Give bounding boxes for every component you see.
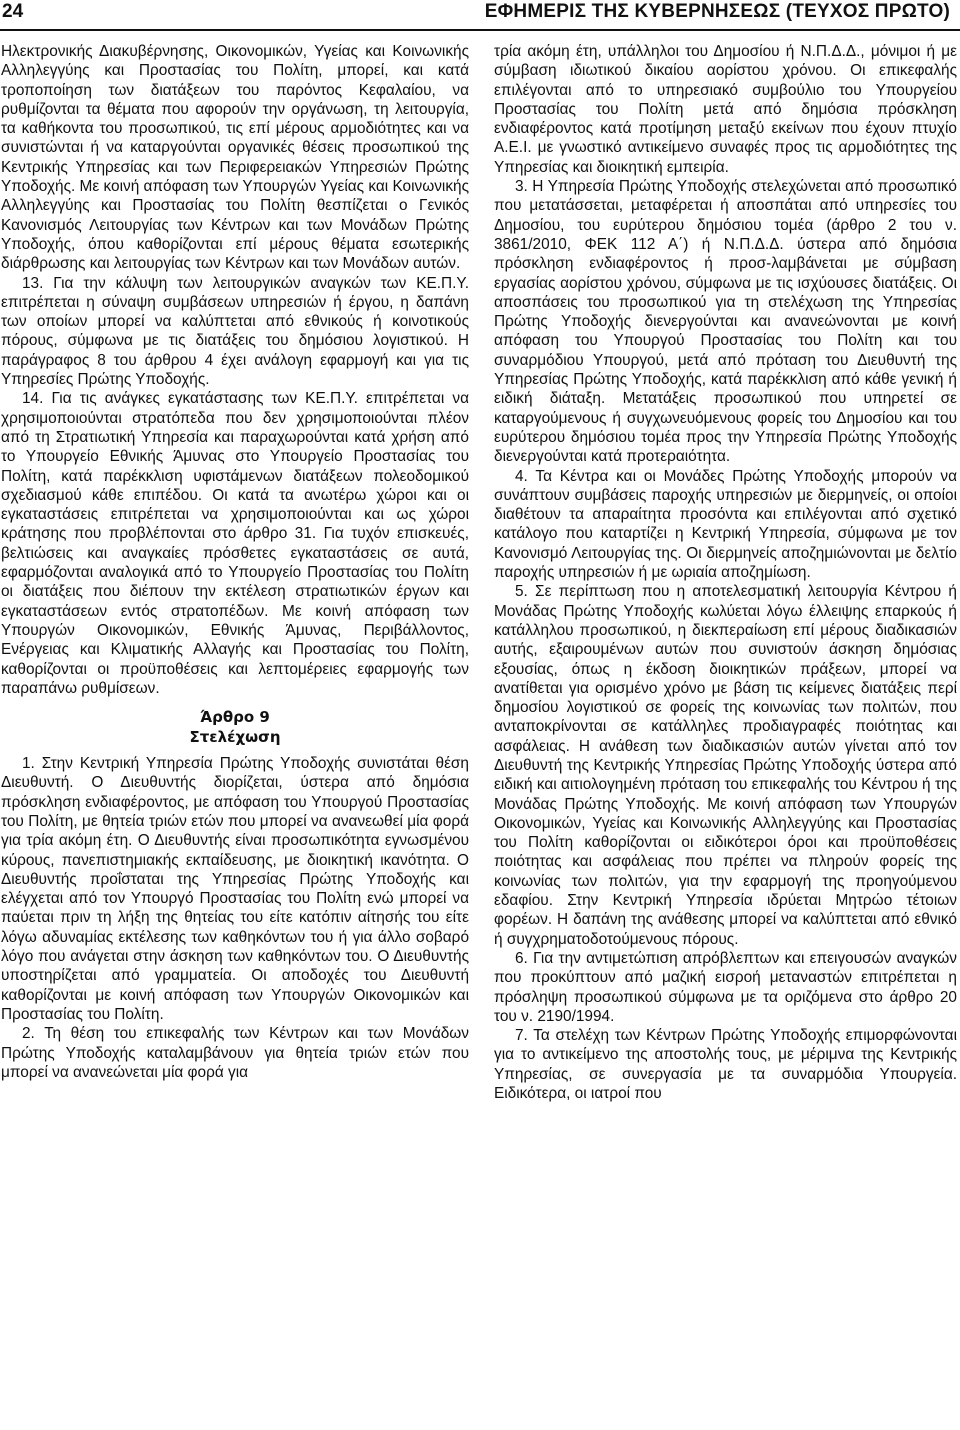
paragraph: 7. Τα στελέχη των Κέντρων Πρώτης Υποδοχής επιμορφώνονται για το αντικείμενο της αποστολής τους, με μέριμνα της Κεντρικής Υπηρεσίας, σε συνεργασία με τα συναρμόδια Υπουργεία. Ειδικότερα, οι ιατροί που (494, 1027, 957, 1103)
left-column (1, 42, 469, 1082)
article-subheading: Στελέχωση (189, 728, 281, 747)
paragraph: 13. Για την κάλυψη των λειτουργικών αναγκών των ΚΕ.Π.Υ. επιτρέπεται η σύναψη συμβάσεων υπηρεσιών ή έργου, η δαπάνη των οποίων μπορεί να καλύπτεται από εθνικούς ή κοινοτικούς πόρους, σύμφωνα με τις διατάξεις του δημόσιου λογιστικού. Η παράγραφος 8 του άρθρου 4 έχει ανάλογη εφαρμογή και για τις Υπηρεσίες Πρώτης Υποδοχής. (1, 274, 469, 389)
paragraph: τρία ακόμη έτη, υπάλληλοι του Δημοσίου ή Ν.Π.Δ.Δ., μόνιμοι ή με σύμβαση ιδιωτικού δικαίου αορίστου χρόνου. Οι επικεφαλής επιλέγονται από το υπηρεσιακό συμβούλιο του Υπουργείου Προστασίας του Πολίτη μετά από δημόσια πρόσκληση ενδιαφέροντος κατά προτίμηση μεταξύ εκείνων που έχουν πτυχίο Α.Ε.Ι. με γνωστικό αντικείμενο συναφές προς τις αρμοδιότητες της Υπηρεσίας και διοικητική εμπειρία. (494, 43, 957, 176)
paragraph: 6. Για την αντιμετώπιση απρόβλεπτων και επειγουσών αναγκών που προκύπτουν από μαζική εισροή μεταναστών επιτρέπεται η πρόσληψη προσωπικού σύμφωνα με τα οριζόμενα στο άρθρο 20 του ν. 2190/1994. (494, 949, 957, 1025)
paragraph: 5. Σε περίπτωση που η αποτελεσματική λειτουργία Κέντρου ή Μονάδας Πρώτης Υποδοχής κωλύεται λόγω έλλειψης επαρκούς ή κατάλληλου προσωπικού, η διεκπεραίωση επί μέρους διαδικασιών αυτής, εξαιρουμένων αυτών που συνιστούν άσκηση δημόσιας εξουσίας, όπως η έκδοση διοικητικών πράξεων, μπορεί να ανατίθεται για ορισμένο χρόνο με βάση τις κείμενες διατάξεις περί δημοσίου λογιστικού σε φορείς της κοινωνίας των πολιτών, που ανταποκρίνονται σε κατάλληλες προδιαγραφές ποιότητας και ασφάλειας. Η ανάθεση των διαδικασιών αυτών γίνεται από τον Διευθυντή της Κεντρικής Υπηρεσίας Πρώτης Υποδοχής ύστερα από ειδική και αιτιολογημένη πρόταση του επικεφαλής του Κέντρου ή της Μονάδας Πρώτης Υποδοχής. Με κοινή απόφαση των Υπουργών Οικονομικών, Υγείας και Κοινωνικής Αλληλεγγύης και Προστασίας του Πολίτη καθορίζονται οι ειδικότεροι όροι και προϋποθέσεις ποιότητας και ασφάλειας που πρέπει να πληρούν φορείς της κοινωνίας των πολιτών, για την εφαρμογή της προηγούμενου εδαφίου. Στην Κεντρική Υπηρεσία ιδρύεται Μητρώο τέτοιων φορέων. Η δαπάνη της ανάθεσης μπορεί να καλύπτεται από εθνικό ή συγχρηματοδοτούμενους πόρους. (494, 583, 957, 948)
page-number: 24 (2, 1, 24, 22)
article-heading: Άρθρο 9 (200, 708, 270, 727)
header-rule (0, 29, 960, 31)
paragraph: 1. Στην Κεντρική Υπηρεσία Πρώτης Υποδοχής συνιστάται θέση Διευθυντή. Ο Διευθυντής διορίζεται, ύστερα από δημόσια πρόσκληση ενδιαφέροντος, με απόφαση του Υπουργού Προστασίας του Πολίτη, με θητεία τριών ετών που μπορεί να ανανεωθεί μία φορά για τρία ακόμη έτη. Ο Διευθυντής είναι προσωπικότητα εγνωσμένου κύρους, πανεπιστημιακής εκπαίδευσης, με διοικητική ικανότητα. Ο Διευθυντής προΐσταται της Υπηρεσίας Πρώτης Υποδοχής και ελέγχεται από τον Υπουργό Προστασίας του Πολίτη ενώ μπορεί να παύεται πριν τη λήξη της θητείας του είτε κατόπιν αίτησής του είτε λόγω αδυναμίας εκτέλεσης των καθηκόντων του ή για άλλο σοβαρό λόγο που ανάγεται στην άσκηση των καθηκόντων του. Ο Διευθυντής υποστηρίζεται από γραμματεία. Οι αποδοχές του Διευθυντή καθορίζονται με κοινή απόφαση των Υπουργών Οικονομικών και Προστασίας του Πολίτη. (1, 755, 469, 1023)
paragraph: 4. Τα Κέντρα και οι Μονάδες Πρώτης Υποδοχής μπορούν να συνάπτουν συμβάσεις παροχής υπηρεσιών με διερμηνείς, οι οποίοι διαθέτουν τα απαραίτητα προσόντα και επιλέγονται από σχετικό κατάλογο που καταρτίζει η Κεντρική Υπηρεσία, σύμφωνα με τον Κανονισμό Λειτουργίας της. Οι διερμηνείς αποζημιώνονται με δελτίο παροχής υπηρεσιών ή με ωριαία αποζημίωση. (494, 467, 957, 582)
page-header (0, 0, 960, 40)
paragraph: 14. Για τις ανάγκες εγκατάστασης των ΚΕ.Π.Υ. επιτρέπεται να χρησιμοποιούνται στρατόπεδα που δεν χρησιμοποιούνται πλέον από τη Στρατιωτική Υπηρεσία και παραχωρούνται κατά χρήση από το Υπουργείο Εθνικής Άμυνας στο Υπουργείο Προστασίας του Πολίτη, κατά παρέκκλιση υφιστάμενων διατάξεων πολεοδομικού σχεδιασμού κάθε επιπέδου. Οι κατά τα ανωτέρω χώροι και οι εγκαταστάσεις επιτρέπεται να χρησιμοποιούνται και ως χώροι κράτησης που προβλέπονται στο άρθρο 31. Για τυχόν επισκευές, βελτιώσεις και αναγκαίες πρόσθετες εγκαταστάσεις σε αυτά, εφαρμόζονται αναλογικά από το Υπουργείο Προστασίας του Πολίτη οι διατάξεις που διέπουν την εκτέλεση στρατιωτικών έργων και εγκαταστάσεων εντός στρατοπέδων. Με κοινή απόφαση των Υπουργών Οικονομικών, Εθνικής Άμυνας, Περιβάλλοντος, Ενέργειας και Κλιματικής Αλλαγής και Προστασίας του Πολίτη, καθορίζονται οι προϋποθέσεις και λεπτομέρειες εφαρμογής των παραπάνω ρυθμίσεων. (1, 390, 469, 697)
paragraph: Ηλεκτρονικής Διακυβέρνησης, Οικονομικών, Υγείας και Κοινωνικής Αλληλεγγύης και Προστασίας του Πολίτη, μπορεί, και κατά τροποποίηση των διατάξεων του παρόντος Κεφαλαίου, να ρυθμίζονται τα θέματα που αφορούν την οργάνωση, τη λειτουργία, τα καθήκοντα του προσωπικού, τις επί μέρους αρμοδιότητες και να συνιστώνται ή να καταργούνται οργανικές θέσεις προσωπικού της Κεντρικής Υπηρεσίας και των Περιφερειακών Υπηρεσιών Πρώτης Υποδοχής. Με κοινή απόφαση των Υπουργών Υγείας και Κοινωνικής Αλληλεγγύης και Προστασίας του Πολίτη θεσπίζεται ο Γενικός Κανονισμός Λειτουργίας των Κέντρων και των Μονάδων Πρώτης Υποδοχής, όπου καθορίζονται επί μέρους θέματα εσωτερικής διάρθρωσης και λειτουργίας των Κέντρων και των Μονάδων αυτών. (1, 43, 469, 273)
paragraph: 3. Η Υπηρεσία Πρώτης Υποδοχής στελεχώνεται από προσωπικό που μετατάσσεται, μεταφέρεται ή αποσπάται από υπηρεσίες του Δημοσίου, του ευρύτερου δημόσιου τομέα (άρθρο 2 του ν. 3861/2010, ΦΕΚ 112 Α΄) ή Ν.Π.Δ.Δ. ύστερα από δημόσια πρόσκληση ενδιαφέροντος ή προσ-λαμβάνεται με σύμβαση εργασίας αορίστου χρόνου, σύμφωνα με τις ισχύουσες διατάξεις. Οι αποσπάσεις του προσωπικού για τη στελέχωση της Υπηρεσίας Πρώτης Υποδοχής διενεργούνται και ανανεώνονται με κοινή απόφαση του Υπουργού Προστασίας του Πολίτη και του συναρμόδιου Υπουργού, μετά από πρόταση του Διευθυντή της Υπηρεσίας Πρώτης Υποδοχής, κατά παρέκκλιση από κάθε γενική ή ειδική διάταξη. Μετατάξεις προσωπικού που υπηρετεί σε καταργούμενους ή συγχωνευόμενους φορείς του Δημοσίου και του ευρύτερου δημόσιου τομέα προς την Υπηρεσία Πρώτης Υποδοχής διενεργούνται κατά προτεραιότητα. (494, 178, 957, 466)
gazette-title: ΕΦΗΜΕΡΙΣ ΤΗΣ ΚΥΒΕΡΝΗΣΕΩΣ (ΤΕΥΧΟΣ ΠΡΩΤΟ) (484, 1, 950, 22)
right-column (494, 42, 957, 1103)
paragraph: 2. Τη θέση του επικεφαλής των Κέντρων και των Μονάδων Πρώτης Υποδοχής καταλαμβάνουν για θητεία τριών ετών που μπορεί να ανανεώνεται μία φορά για (1, 1025, 469, 1081)
